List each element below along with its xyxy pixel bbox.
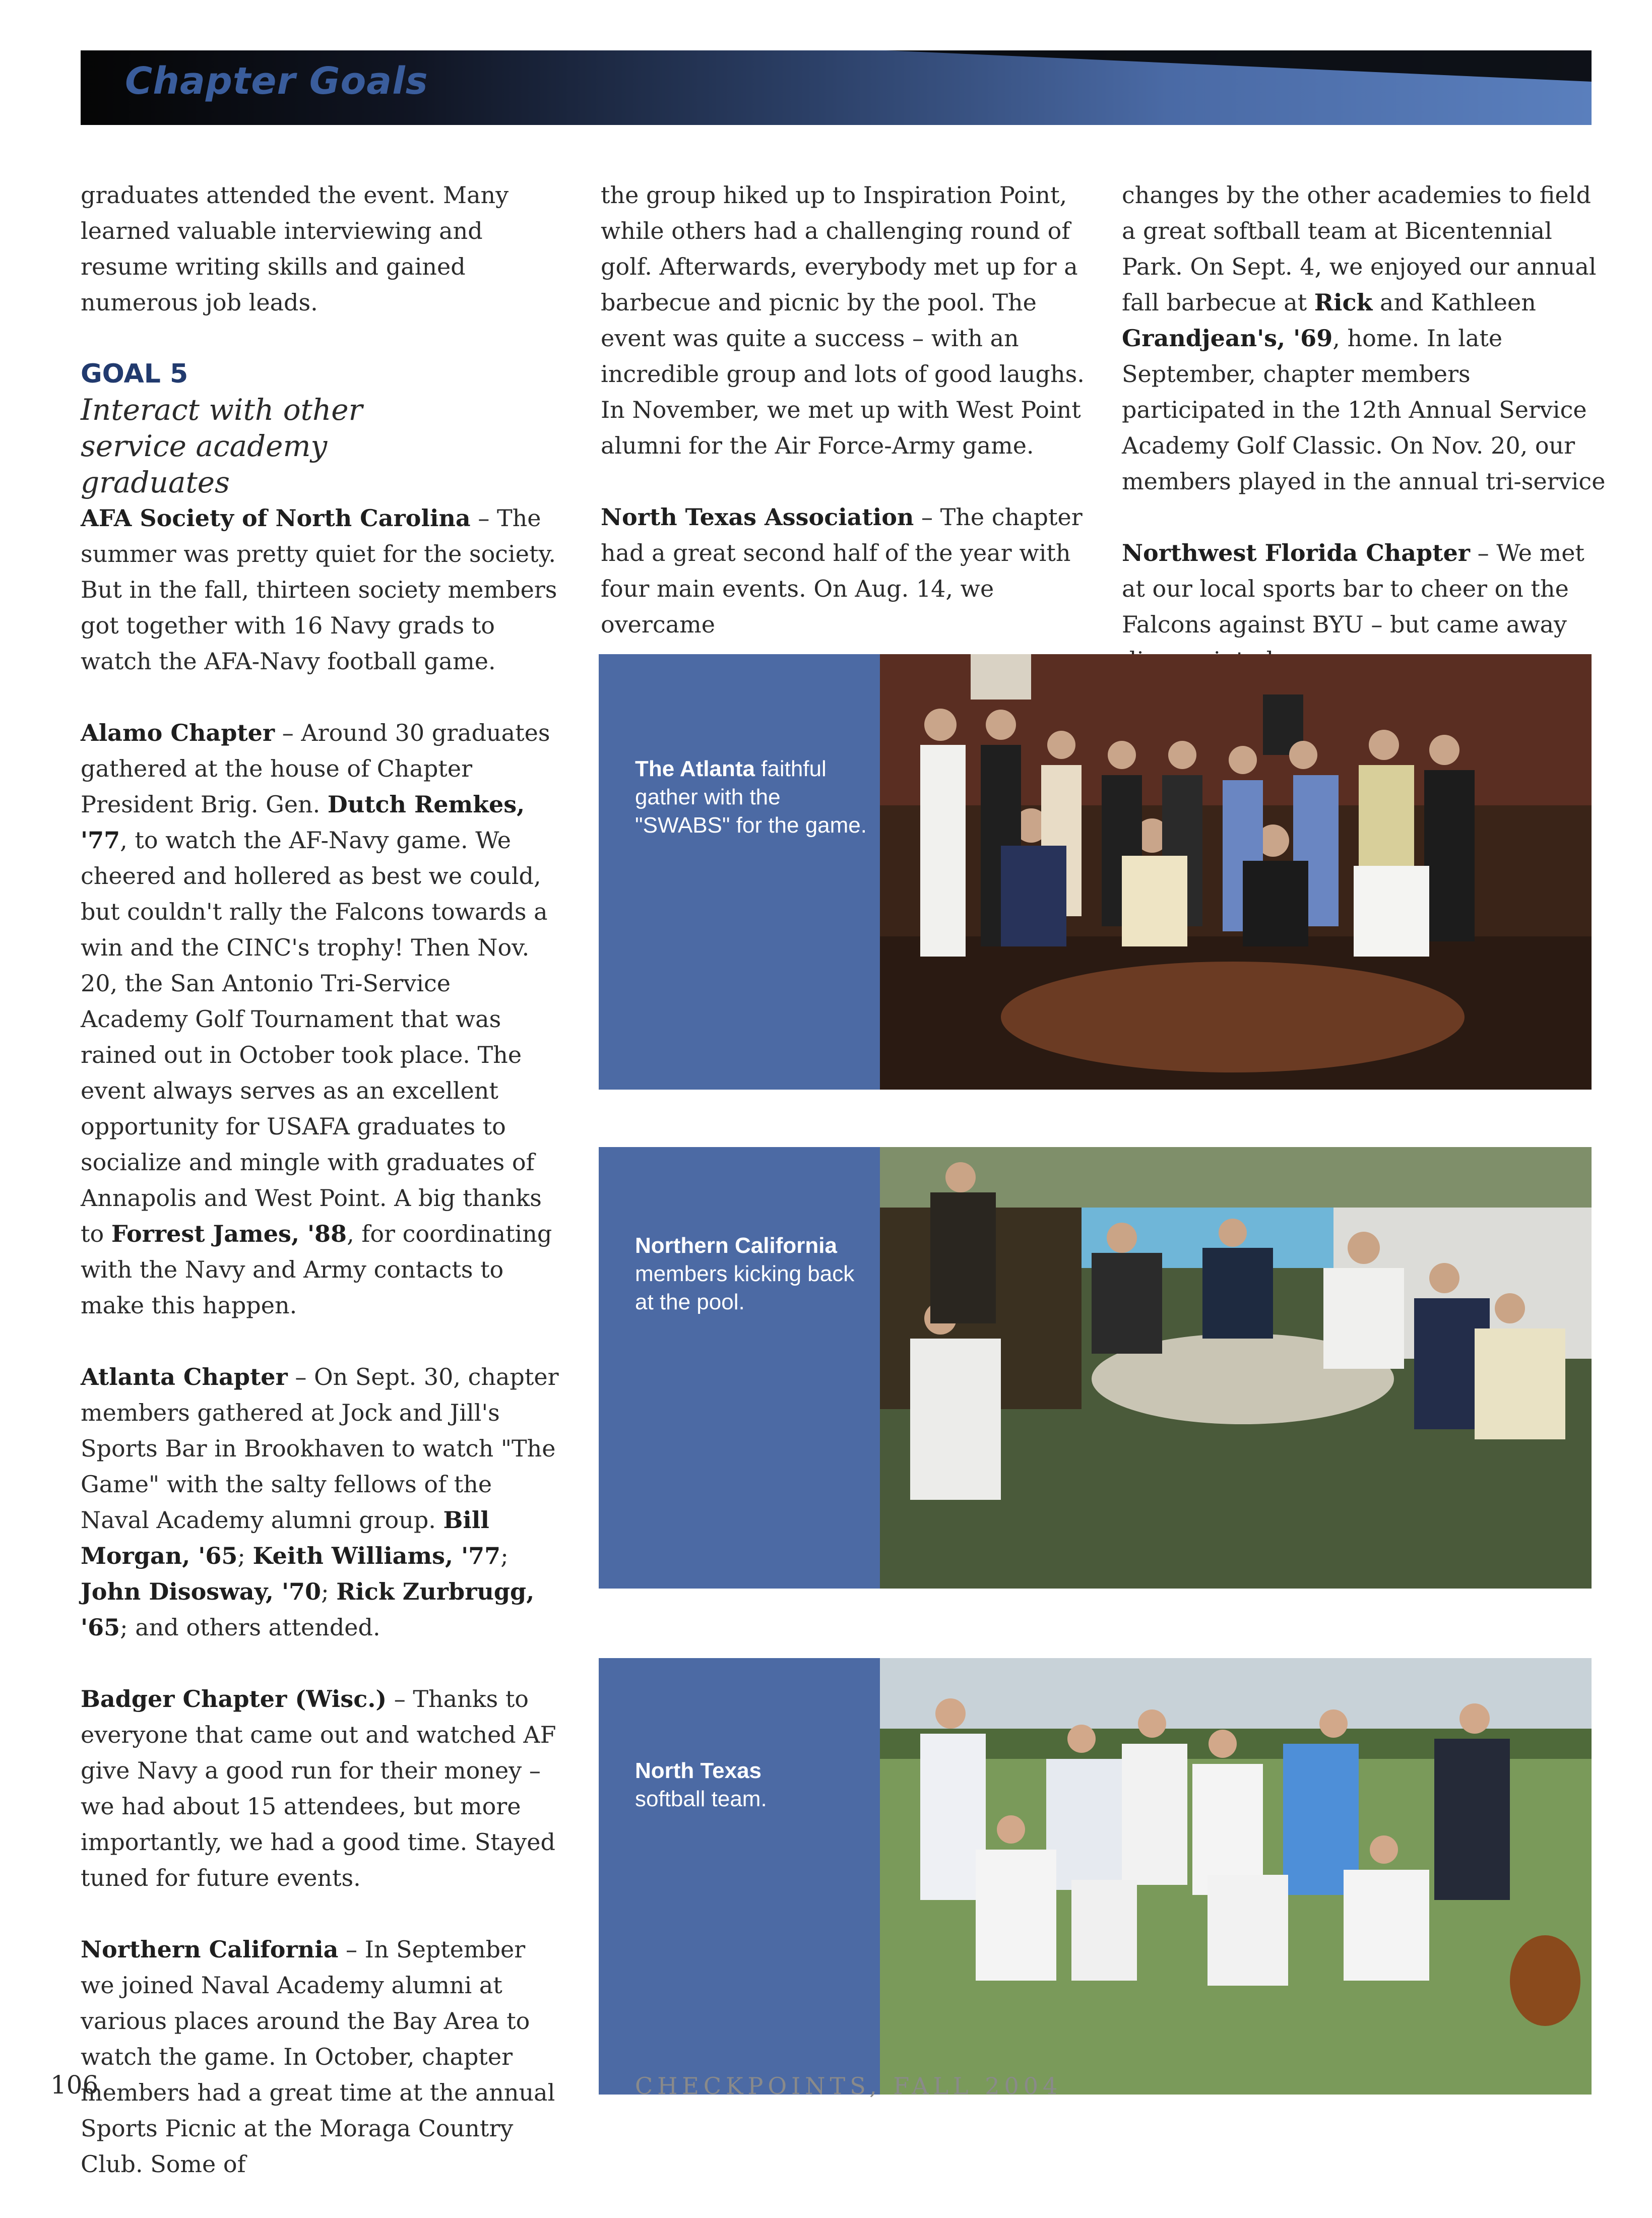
atlanta-paragraph — [81, 1359, 564, 1645]
goal-label: GOAL 5 — [81, 359, 188, 389]
photo-panel-north-texas — [599, 1658, 1592, 2095]
photo-norcal-pool — [880, 1147, 1592, 1589]
ntx-text: – The chapter had a great second half of the year with four main events. On Aug. 14, we overcame — [601, 503, 1083, 638]
col3-intro — [1122, 177, 1606, 499]
caption-rest-norcal: members kicking back at the pool. — [635, 1261, 855, 1314]
col3-person-1: Rick — [1314, 289, 1373, 316]
nc-society-text: – The summer was pretty quiet for the society. But in the fall, thirteen society members got together with 16 Navy grads to watch the AFA-Navy football game. — [81, 504, 557, 675]
nwfl-name: Northwest Florida Chapter — [1122, 539, 1470, 566]
ntx-name: North Texas Association — [601, 503, 914, 531]
atlanta-sep-3: ; — [321, 1578, 337, 1605]
col3-text-1: changes by the other academies to field a great softball team at Bicentennial Park. On Sept. 4, we enjoyed our annual fall barbecue at — [1122, 181, 1597, 316]
caption-bold-norcal: Northern California — [635, 1233, 837, 1258]
atlanta-person-3: John Disosway, '70 — [81, 1578, 322, 1605]
nc-society-name: AFA Society of North Carolina — [81, 504, 471, 532]
nc-society-paragraph — [81, 500, 564, 679]
page-number: 106 — [50, 2070, 99, 2100]
photo-panel-atlanta — [599, 654, 1592, 1090]
col3-text-3: , home. In late September, chapter members participated in the 12th Annual Service Academy Golf Classic. On Nov. 20, our members played in the annual tri-service — [1122, 325, 1606, 495]
atlanta-name: Atlanta Chapter — [81, 1363, 288, 1390]
magazine-footer: CHECKPOINTS, FALL 2004 — [635, 2072, 1062, 2100]
nwfl-text: – We met at our local sports bar to cheer on the Falcons against BYU – but came away — [1122, 539, 1584, 638]
atlanta-sep-2: ; — [500, 1542, 509, 1569]
goal-subtitle: Interact with other service academy graduates — [81, 393, 363, 499]
ntx-paragraph — [601, 499, 1085, 643]
photo-atlanta-bar-group — [880, 654, 1592, 1090]
chapter-goals-banner — [81, 50, 1592, 125]
col1-intro: graduates attended the event. Many learned valuable interviewing and resume writing skills and gained numerous job leads. — [81, 181, 509, 316]
alamo-text-3: , for coordinating with the Navy and Army contacts to make this happen. — [81, 1220, 552, 1319]
photo-caption-north-texas — [635, 1757, 872, 1813]
photo-caption-atlanta — [635, 755, 877, 840]
caption-bold-north-texas: North Texas — [635, 1758, 762, 1783]
column-right — [1122, 177, 1606, 714]
alamo-person-1: Dutch Remkes, '77 — [81, 791, 525, 854]
column-middle — [601, 177, 1085, 678]
badger-paragraph — [81, 1681, 564, 1896]
norcal-name: Northern California — [81, 1936, 339, 1963]
col3-text-2: and Kathleen — [1372, 289, 1536, 316]
atlanta-person-4: Rick Zurbrugg, '65 — [81, 1578, 535, 1641]
section-title: Chapter Goals — [125, 59, 428, 103]
col2-intro: the group hiked up to Inspiration Point, while others had a challenging round of golf. Afterwards, everybody met up for a barbecue and picnic by the pool. The event was quite a success – with an incredible group and lots of good laughs. In November, we met up with West Point alumni for the Air Force-Army game. — [601, 181, 1085, 459]
norcal-paragraph — [81, 1932, 564, 2182]
col3-person-2: Grandjean's, '69 — [1122, 325, 1333, 352]
atlanta-text-2: ; and others attended. — [120, 1614, 380, 1641]
alamo-paragraph — [81, 715, 564, 1323]
caption-rest-atlanta: faithful gather with the "SWABS" for the game. — [635, 756, 867, 838]
photo-caption-norcal — [635, 1232, 872, 1316]
badger-name: Badger Chapter (Wisc.) — [81, 1685, 387, 1713]
photo-panel-norcal — [599, 1147, 1592, 1589]
atlanta-text-1: – On Sept. 30, chapter members gathered at Jock and Jill's Sports Bar in Brookhaven to watch "The Game" with the salty fellows of the Naval Academy alumni group. — [81, 1363, 559, 1534]
atlanta-person-1: Bill Morgan, '65 — [81, 1506, 489, 1569]
alamo-person-2: Forrest James, '88 — [111, 1220, 347, 1247]
photo-north-texas-softball — [880, 1658, 1592, 2095]
alamo-name: Alamo Chapter — [81, 719, 275, 746]
atlanta-sep-1: ; — [237, 1542, 253, 1569]
atlanta-person-2: Keith Williams, '77 — [252, 1542, 501, 1569]
norcal-text: – In September we joined Naval Academy alumni at various places around the Bay Area to watch the game. In October, chapter members had a great time at the annual Sports Picnic at the Moraga Country Club. Some of — [81, 1936, 555, 2178]
caption-bold-atlanta: The Atlanta — [635, 756, 755, 781]
alamo-text-1: – Around 30 graduates gathered at the house of Chapter President Brig. Gen. — [81, 719, 550, 818]
badger-text: – Thanks to everyone that came out and watched AF give Navy a good run for their money – we had about 15 attendees, but more importantly, we had a good time. Stayed tuned for future events. — [81, 1685, 556, 1891]
alamo-text-2: , to watch the AF-Navy game. We cheered and hollered as best we could, but couldn't rally the Falcons towards a win and the CINC's trophy! Then Nov. 20, the San Antonio Tri-Service Academy Golf Tournament that was rained out in October took place. The event always serves as an excellent opportunity for USAFA graduates to socialize and mingle with graduates of Annapolis and West Point. A big thanks to — [81, 827, 548, 1247]
caption-rest-north-texas: softball team. — [635, 1787, 767, 1811]
column-left — [81, 177, 564, 2218]
